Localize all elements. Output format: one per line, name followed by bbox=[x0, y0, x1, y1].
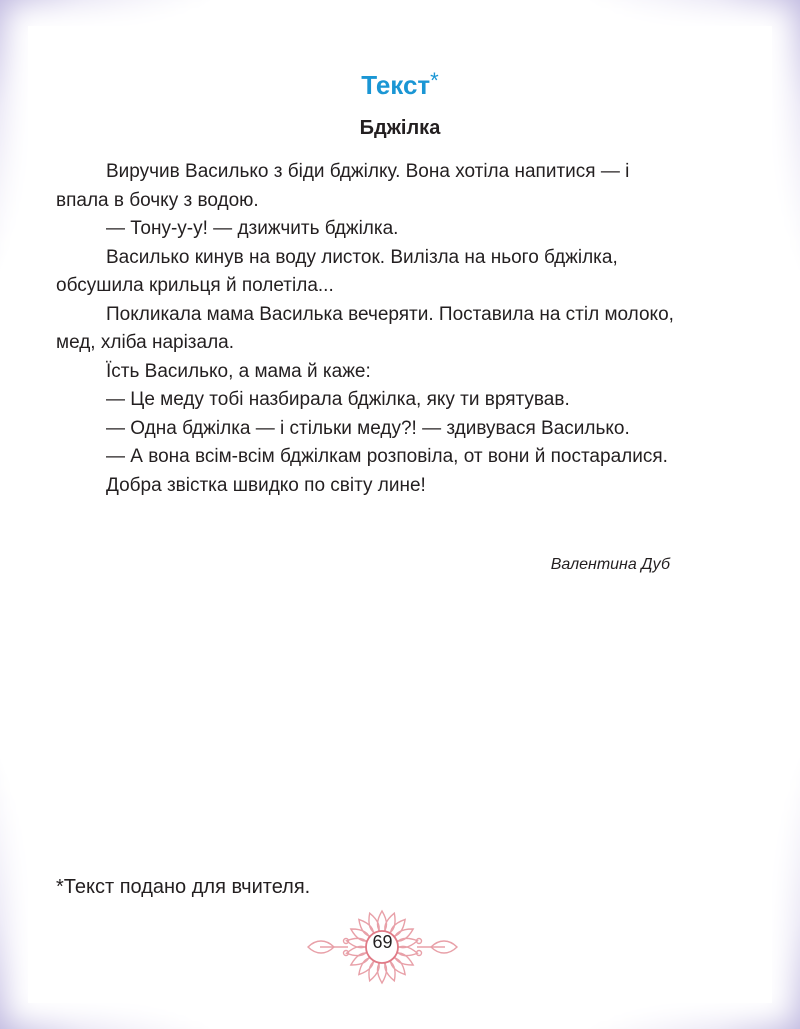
page-number: 69 bbox=[372, 932, 393, 952]
paragraph: — Це меду тобі назбирала бджілка, яку ти врятував. bbox=[106, 389, 570, 410]
page-number-ornament bbox=[300, 905, 465, 985]
story-text bbox=[56, 158, 676, 500]
paragraph: Добра звістка швидко по світу лине! bbox=[106, 474, 426, 496]
paragraph: Покликала мама Василька вечеряти. Поставила на стіл молоко, мед, хліба нарізала. bbox=[56, 303, 674, 353]
paragraph: — А вона всім-всім бджілкам розповіла, от вони й постаралися. bbox=[106, 446, 668, 467]
paragraph: Василько кинув на воду листок. Вилізла на нього бджілка, обсушила крильця й полетіла... bbox=[56, 246, 618, 296]
paragraph: — Тону-у-у! — дзижчить бджілка. bbox=[106, 218, 399, 239]
paragraph: Виручив Василько з біди бджілку. Вона хотіла напитися — і впала в бочку з водою. bbox=[56, 161, 630, 211]
paragraph: Їсть Василько, а мама й каже: bbox=[106, 360, 371, 382]
page-title bbox=[0, 68, 800, 101]
paragraph: — Одна бджілка — і стільки меду?! — здивувася Василько. bbox=[106, 417, 630, 439]
title-asterisk: * bbox=[430, 68, 439, 93]
title-text: Текст bbox=[361, 70, 431, 100]
footnote: *Текст подано для вчителя. bbox=[56, 876, 311, 898]
story-title: Бджілка bbox=[359, 117, 441, 139]
author-name: Валентина Дуб bbox=[550, 556, 670, 573]
